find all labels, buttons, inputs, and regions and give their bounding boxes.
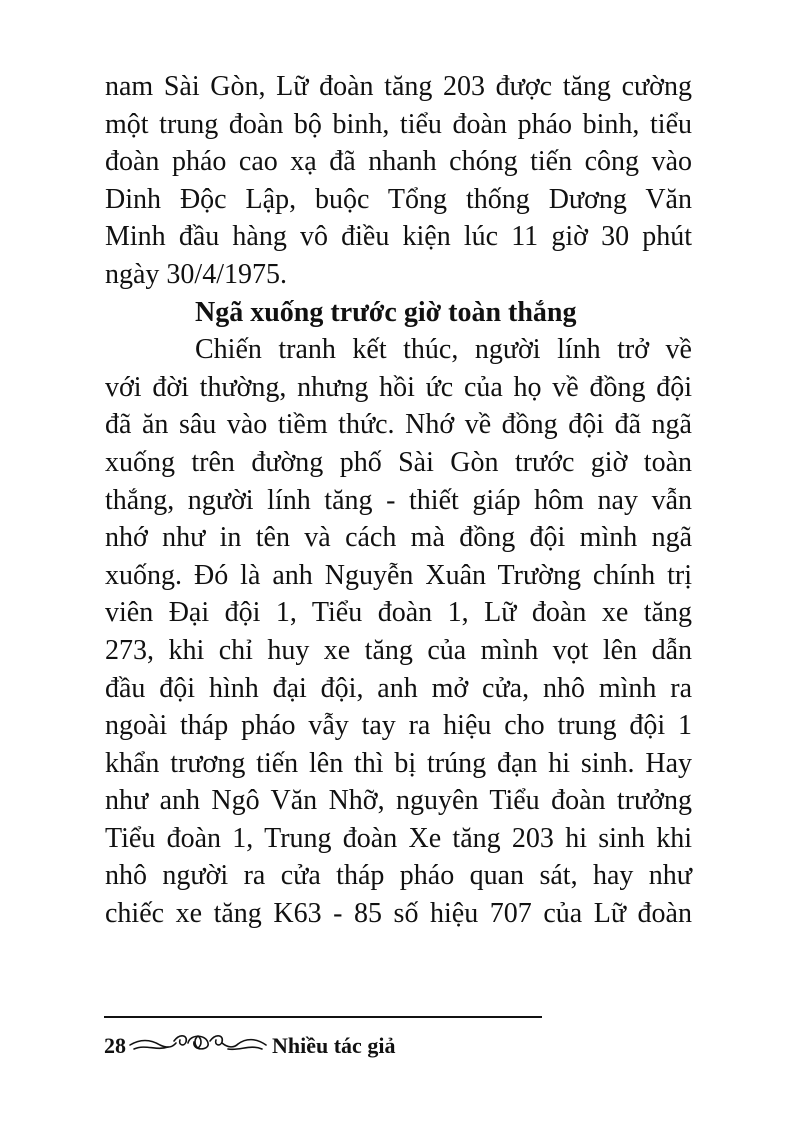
body-line: đoàn pháo cao xạ đã nhanh chóng tiến công vào [105, 146, 692, 178]
body-line: Dinh Độc Lập, buộc Tổng thống Dương Văn [105, 183, 692, 215]
body-line: đầu đội hình đại đội, anh mở cửa, nhô mình ra [105, 672, 692, 704]
body-line: viên Đại đội 1, Tiểu đoàn 1, Lữ đoàn xe tăng [105, 597, 692, 629]
body-line: như anh Ngô Văn Nhỡ, nguyên Tiểu đoàn trưởng [105, 785, 692, 817]
body-line: xuống trên đường phố Sài Gòn trước giờ toàn [105, 446, 692, 478]
body-line: đã ăn sâu vào tiềm thức. Nhớ về đồng đội đã ngã [105, 409, 692, 441]
body-line: Minh đầu hàng vô điều kiện lúc 11 giờ 30 phút [105, 221, 692, 253]
page-number: 28 [104, 1033, 126, 1058]
body-line: với đời thường, nhưng hồi ức của họ về đồng đội [105, 371, 692, 403]
footer-rule [104, 1016, 542, 1018]
decorative-flourish-icon [128, 1030, 268, 1062]
body-line: thắng, người lính tăng - thiết giáp hôm nay vẫn [105, 484, 692, 516]
body-line: khẩn trương tiến lên thì bị trúng đạn hi sinh. Hay [105, 747, 692, 779]
body-line: 273, khi chỉ huy xe tăng của mình vọt lên dẫn [105, 634, 692, 666]
body-line: ngày 30/4/1975. [105, 258, 287, 290]
body-line: ngoài tháp pháo vẫy tay ra hiệu cho trung đội 1 [105, 710, 692, 742]
body-line: chiếc xe tăng K63 - 85 số hiệu 707 của Lữ đoàn [105, 898, 692, 930]
section-heading: Ngã xuống trước giờ toàn thắng [195, 296, 577, 328]
book-author: Nhiều tác giả [272, 1033, 396, 1058]
body-line: nhớ như in tên và cách mà đồng đội mình ngã [105, 522, 692, 554]
body-line: xuống. Đó là anh Nguyễn Xuân Trường chính trị [105, 559, 692, 591]
body-line: một trung đoàn bộ binh, tiểu đoàn pháo binh, tiểu [105, 108, 692, 140]
body-line: nhô người ra cửa tháp pháo quan sát, hay như [105, 860, 692, 892]
body-line: nam Sài Gòn, Lữ đoàn tăng 203 được tăng cường [105, 71, 692, 102]
body-line: Chiến tranh kết thúc, người lính trở về [195, 334, 692, 366]
body-line: Tiểu đoàn 1, Trung đoàn Xe tăng 203 hi sinh khi [105, 822, 692, 854]
body-text [105, 68, 692, 933]
page-footer [104, 1026, 395, 1066]
